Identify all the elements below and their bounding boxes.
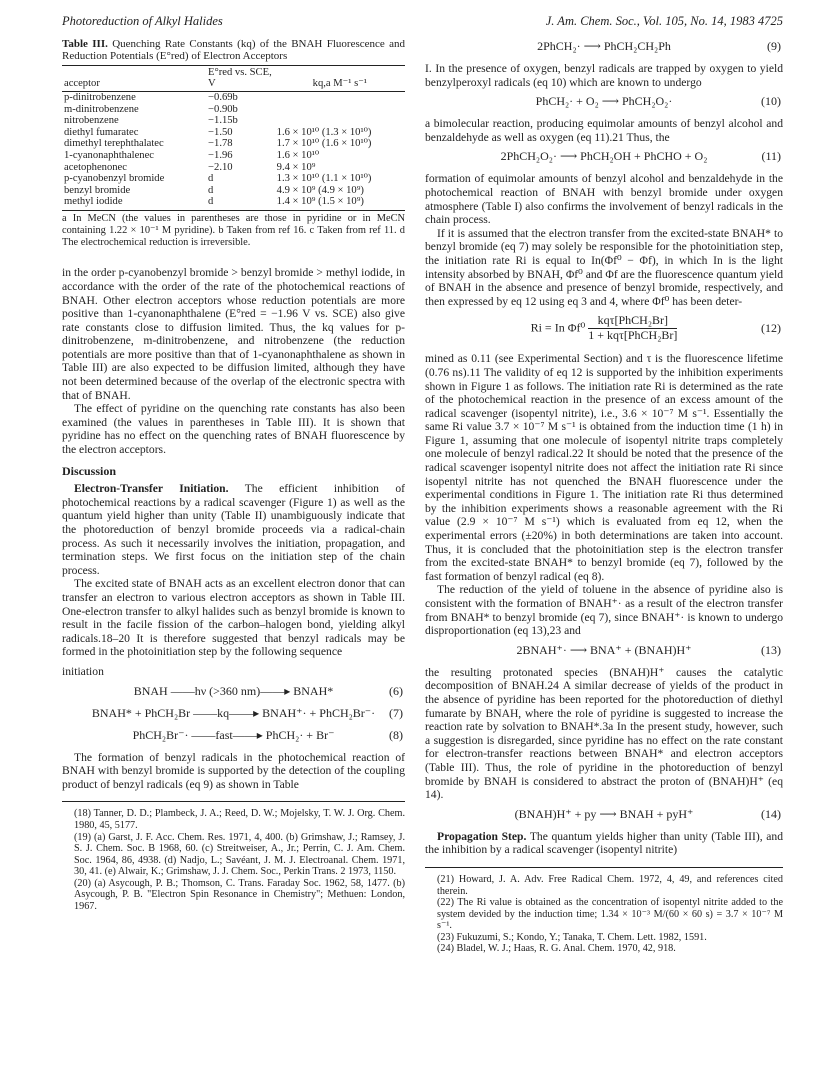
table-cell-acceptor: p-dinitrobenzene [64, 92, 136, 103]
reference-22: (22) The Ri value is obtained as the concentration of isopentyl nitrite added to the system devided by the induction time; 1.34 × 10⁻³ M/(60 × 60 s) = 3.7 × 10⁻⁷ M s⁻¹. [437, 897, 783, 932]
table-cell-kq: 1.3 × 10¹⁰ (1.1 × 10¹⁰) [276, 173, 372, 185]
right-paragraph-8-text: The quantum yields higher than unity (Table III), and the inhibition by a radical scavenger (isopentyl nitrite) [425, 829, 783, 857]
table-caption-text: Quenching Rate Constants (kq) of the BNAH Fluorescence and Reduction Potentials (E°red) of Electron Acceptors [62, 38, 406, 63]
equation-8 [62, 729, 405, 745]
equation-6 [62, 685, 405, 701]
table-cell-acceptor: dimethyl terephthalatec [64, 138, 164, 150]
table-cell-acceptor: p-cyanobenzyl bromide [64, 173, 165, 185]
table-cell-kq: 1.6 × 10¹⁰ [276, 149, 320, 161]
table-cell-acceptor: diethyl fumaratec [64, 126, 139, 138]
initiation-label: initiation [62, 664, 104, 678]
table-cell-kq: 1.6 × 10¹⁰ (1.3 × 10¹⁰) [276, 126, 372, 138]
equation-8-text: PhCH₂Br⁻· ——fast——▸ PhCH₂· + Br⁻ [132, 727, 335, 742]
table-cell-ered: −1.96 [208, 149, 233, 161]
subheading-propagation: Propagation Step. [437, 829, 527, 843]
equation-11-number: (11) [761, 149, 781, 164]
table-cell-kq [275, 104, 405, 116]
left-paragraph-5: The formation of benzyl radicals in the photochemical reaction of BNAH with benzyl bromide is supported by the detection of the coupling product of benzyl radicals (eq 9) as shown in Table [62, 750, 405, 791]
table-cell-ered: −2.10 [208, 161, 233, 173]
equation-14 [425, 808, 783, 824]
right-paragraph-4: If it is assumed that the electron transfer from the excited-state BNAH* to benzyl bromide (eq 7) may solely be responsible for the photoinitiation step, the initiation rate Ri is equal to In(Φf⁰ − Φf), in which In is the light intensity absorbed by BNAH, Φf⁰ and Φf are the fluorescence quantum yield of BNAH in the absence and presence of benzyl bromide, respectively, and then expressed by eq 12 using eq 3 and 4, where Φf⁰ has been deter- [425, 226, 783, 308]
table-row [62, 150, 405, 162]
table-cell-kq: 1.7 × 10¹⁰ (1.6 × 10¹⁰) [276, 138, 372, 150]
reference-24: (24) Bladel, W. J.; Haas, R. G. Anal. Chem. 1970, 42, 918. [437, 943, 676, 955]
equation-12-fraction [588, 314, 677, 342]
reference-18: (18) Tanner, D. D.; Plambeck, J. A.; Reed, D. W.; Mojelsky, T. W. J. Org. Chem. 1980, 45, 5177. [74, 808, 405, 831]
reference-21: (21) Howard, J. A. Adv. Free Radical Chem. 1972, 4, 49, and references cited therein. [437, 873, 783, 897]
table-cell-kq [275, 115, 405, 127]
table-row [62, 138, 405, 150]
subheading-electron-transfer: Electron-Transfer Initiation. [74, 482, 229, 496]
equation-9 [425, 40, 783, 56]
table-cell-kq [275, 92, 405, 104]
equation-10-text: PhCH₂· + O₂ ⟶ PhCH₂O₂· [535, 94, 673, 109]
col-acceptor: acceptor [62, 65, 206, 91]
col-kq: kq,a M⁻¹ s⁻¹ [275, 65, 405, 91]
right-paragraph-5: mined as 0.11 (see Experimental Section) and τ is the fluorescence lifetime (0.76 ns).11 The validity of eq 12 is supported by the inhibition experiments shown in Figure 1 as follows. The initiation rate Ri is determined as the rate of the photochemical reaction in the presence of an excess amount of the radical scavenger (isopentyl nitrite), i.e., 3.6 × 10⁻⁷ M s⁻¹. Essentially the same Ri value 3.7 × 10⁻⁷ M s⁻¹ is obtained from the induction time (1 h) in Figure 1, assuming that one molecule of isopentyl nitrite traps completely one molecule of benzyl radical.22 It should be noted that the presence of the radical scavenger isopentyl nitrite does not affect the initiation rate Ri since isopentyl nitrite has not quenched the BNAH fluorescence under the experimental conditions in Figure 1. The initiation rate Ri thus determined by the inhibition experiments shows a reasonable agreement with the Ri value (2.9 × 10⁻⁷ M s⁻¹) which is evaluated from eq 12, when the experimental errors (±20%) in both determinations are taken into account. Thus, it is concluded that the photoinitiation step is the electron transfer from the excited-state BNAH* to benzyl bromide (eq 7), followed by the fast formation of benzyl radical (eq 8). [425, 352, 783, 583]
right-paragraph-1: I. In the presence of oxygen, benzyl radicals are trapped by oxygen to yield benzylperoxyl radicals (eq 10) which are known to undergo [425, 62, 783, 89]
equation-10 [425, 95, 783, 111]
equation-12 [425, 314, 783, 346]
table-footnote: a In MeCN (the values in parentheses are those in pyridine or in MeCN containing 1.22 × 10⁻¹ M pyridine). b Taken from ref 16. c Taken from ref 11. d The electrochemical reduction is irreversible. [62, 210, 405, 248]
table-cell-kq: 1.4 × 10⁹ (1.5 × 10⁹) [276, 196, 364, 208]
left-paragraph-1: in the order p-cyanobenzyl bromide > benzyl bromide > methyl iodide, in accordance with the order of the rate of the photochemical reactions of BNAH. Other electron acceptors whose reduction potentials are more positive than 1-cyanonaphthalene (E°red = −1.96 V vs. SCE) also give rate constants close to diffusion limited. Thus, the kq values for p-dinitrobenzene, m-dinitrobenzene, and nitrobenzene (the reduction potentials are more positive than that of 1-cyanonaphthalene as shown in Table III) are also expected to be diffusion limited, although they have not been determined because of the overlap of the electronic spectra with that of BNAH. [62, 266, 405, 402]
running-header-title: Photoreduction of Alkyl Halides [62, 14, 223, 28]
table-cell-acceptor: m-dinitrobenzene [64, 103, 139, 115]
section-heading-discussion: Discussion [62, 463, 117, 478]
table-row [62, 92, 405, 104]
table-cell-ered: d [208, 196, 214, 208]
table-cell-ered: −0.69b [208, 92, 238, 103]
equation-14-number: (14) [761, 806, 781, 821]
left-column [62, 38, 405, 913]
table-cell-acceptor: methyl iodide [64, 196, 123, 208]
right-paragraph-3: formation of equimolar amounts of benzyl alcohol and benzaldehyde in the photochemical reaction of BNAH with benzyl bromide under oxygen atmosphere (Table I) also confirms the involvement of benzyl radicals in the chain process. [425, 172, 783, 227]
equation-7-text: BNAH* + PhCH₂Br ——kq——▸ BNAH⁺· + PhCH₂Br⁻· [91, 705, 376, 720]
left-paragraph-3-text: The efficient inhibition of photochemical reactions by a radical scavenger (Figure 1) as well as the quantum yield higher than unity (Table II) unambiguously indicate that the photoreduction of benzyl bromide proceeds via a radical-chain process. As such it necessarily involves the initiation, propagation, and termination steps. We first focus on the initiation step of the chain process. [62, 482, 405, 577]
table-cell-ered: −1.78 [208, 138, 233, 150]
equation-11-text: 2PhCH₂O₂· ⟶ PhCH₂OH + PhCHO + O₂ [500, 149, 708, 164]
equation-14-text: (BNAH)H⁺ + py ⟶ BNAH + pyH⁺ [514, 806, 694, 821]
table-cell-acceptor: nitrobenzene [64, 115, 119, 127]
reference-23: (23) Fukuzumi, S.; Kondo, Y.; Tanaka, T. Chem. Lett. 1982, 1591. [437, 931, 707, 943]
equation-7-number: (7) [389, 705, 403, 720]
left-paragraph-3 [62, 482, 405, 577]
equation-7 [62, 707, 405, 723]
equation-13-text: 2BNAH⁺· ⟶ BNA⁺ + (BNAH)H⁺ [516, 642, 692, 657]
right-paragraph-7: the resulting protonated species (BNAH)H⁺ causes the catalytic decomposition of BNAH.24 A similar decrease of yields of the product in the absence of pyridine has been reported for the photoreduction of diethyl fumarate by BNAH, where the role of pyridine is suggested to increase the reaction rate by solvation to BNAH*.3a In the present study, however, such a suggestion is disregarded, since pyridine has no effect on the rate constant for electron-transfer reactions between BNAH* and electron acceptors (Table III). Thus, the role of pyridine in the photoreduction of benzyl bromide by BNAH is considered to abstract the proton of (BNAH)H⁺ (eq 14). [425, 665, 783, 802]
equation-13 [425, 644, 783, 660]
table-row [62, 196, 405, 208]
table-cell-ered: d [208, 184, 214, 196]
equation-6-number: (6) [389, 683, 403, 698]
table-row [62, 127, 405, 139]
quenching-table [62, 65, 405, 208]
equation-9-text: 2PhCH₂· ⟶ PhCH₂CH₂Ph [537, 39, 671, 53]
right-paragraph-6: The reduction of the yield of toluene in the absence of pyridine also is consistent with the formation of BNAH⁺· as a result of the electron transfer from BNAH* to benzyl bromide (eq 7), since BNAH⁺· is known to undergo disproportionation (eq 13),23 and [425, 583, 783, 638]
reference-19: (19) (a) Garst, J. F. Acc. Chem. Res. 1971, 4, 400. (b) Grimshaw, J.; Ramsey, J. S. J. Chem. Soc. B 1968, 60. (c) Streitweiser, A., Jr.; Perrin, C. J. Am. Chem. Soc. 1964, 86, 4938. (d) Nadjo, L.; Savéant, J. M. J. Electroanal. Chem. 1971, 30, 41. (e) Alwair, K.; Grimshaw, J. J. Chem. Soc., Perkin Trans. 2 1973, 1150. [74, 831, 405, 878]
right-paragraph-8 [425, 830, 783, 857]
table-cell-acceptor: 1-cyanonaphthalenec [64, 149, 155, 161]
equation-10-number: (10) [761, 94, 781, 109]
running-header-journal: J. Am. Chem. Soc., Vol. 105, No. 14, 1983 4725 [545, 14, 783, 28]
equation-12-numerator: kqτ[PhCH₂Br] [588, 314, 677, 329]
table-cell-ered: d [208, 173, 214, 185]
table-cell-acceptor: benzyl bromide [64, 184, 131, 196]
equation-12-denominator: 1 + kqτ[PhCH₂Br] [588, 327, 678, 342]
table-row [62, 173, 405, 185]
right-column [425, 38, 783, 955]
left-paragraph-4: The excited state of BNAH acts as an excellent electron donor that can transfer an electron to various electron acceptors as shown in Table III. One-electron transfer to alkyl halides such as benzyl bromide is known to result in the facile fission of the carbon–halogen bond, yielding alkyl radicals.18–20 It is therefore suggested that benzyl radicals may be formed in the photoinitiation step by the following sequence [62, 577, 405, 659]
equation-6-text: BNAH ——hν (>360 nm)——▸ BNAH* [133, 683, 334, 698]
table-caption [62, 38, 405, 63]
table-cell-acceptor: acetophenonec [64, 161, 127, 173]
table-cell-ered: −0.90b [208, 103, 238, 115]
right-references [425, 867, 783, 955]
equation-13-number: (13) [761, 642, 781, 657]
left-references [62, 801, 405, 912]
equation-9-number: (9) [767, 39, 781, 53]
equation-12-lhs: Ri = In Φf⁰ [530, 320, 586, 335]
table-cell-ered: −1.15b [208, 115, 238, 127]
table-label: Table III. [62, 38, 108, 50]
equation-8-number: (8) [389, 727, 403, 742]
reference-20: (20) (a) Asycough, P. B.; Thomson, C. Trans. Faraday Soc. 1962, 58, 1477. (b) Asycough, P. B. "Electron Spin Resonance in Chemistry"; Methuen: London, 1967. [74, 877, 405, 913]
table-cell-ered: −1.50 [208, 126, 233, 138]
table-cell-kq: 4.9 × 10⁹ (4.9 × 10⁹) [276, 184, 364, 196]
table-row [62, 115, 405, 127]
equation-11 [425, 150, 783, 166]
table-row [62, 185, 405, 197]
equation-12-number: (12) [761, 321, 781, 336]
table-row [62, 162, 405, 174]
right-paragraph-2: a bimolecular reaction, producing equimolar amounts of benzyl alcohol and benzaldehyde as well as oxygen (eq 11).21 Thus, the [425, 117, 783, 144]
col-ered: E°red vs. SCE, V [206, 65, 275, 91]
table-row [62, 104, 405, 116]
left-paragraph-2: The effect of pyridine on the quenching rate constants has also been examined (the values in parentheses in Table III). It is shown that pyridine has no effect on the quenching rates of BNAH fluorescence by the electron acceptors. [62, 402, 405, 457]
table-cell-kq: 9.4 × 10⁹ [276, 161, 316, 173]
